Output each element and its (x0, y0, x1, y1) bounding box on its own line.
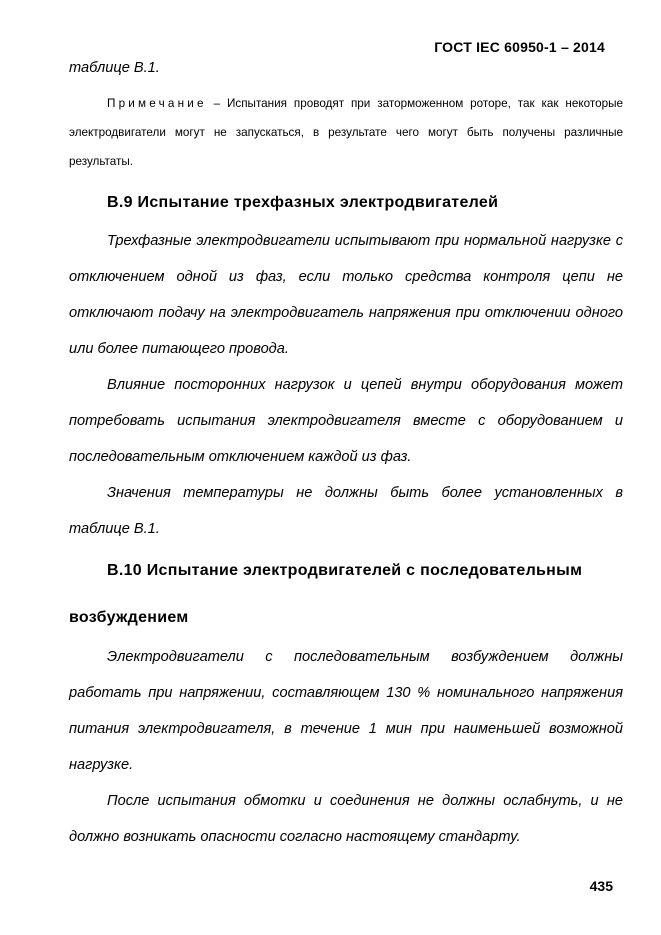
note-paragraph (69, 89, 623, 176)
section-b10-heading: В.10 Испытание электродвигателей с последовательным возбуждением (69, 562, 583, 626)
section-b9-paragraph-1: Трехфазные электродвигатели испытывают при нормальной нагрузке с отключением одной из фаз, если только средства контроля цепи не отключают подачу на электродвигатель напряжения при отключении одного или более питающего провода. (69, 233, 623, 357)
continuation-text: таблице В.1. (69, 60, 160, 76)
note-label: Примечание (107, 97, 207, 110)
section-b10-paragraph-1: Электродвигатели с последовательным возбуждением должны работать при напряжении, составляющем 130 % номинального напряжения питания электродвигателя, в течение 1 мин при наименьшей возможной нагрузке. (69, 649, 623, 773)
section-b9-paragraph-3: Значения температуры не должны быть более установленных в таблице В.1. (69, 485, 623, 537)
page-content (69, 55, 623, 855)
standard-header: ГОСТ IEC 60950-1 – 2014 (434, 39, 605, 55)
section-b9-heading: B.9 Испытание трехфазных электродвигателей (107, 194, 499, 211)
section-b9-paragraph-2: Влияние посторонних нагрузок и цепей внутри оборудования может потребовать испытания электродвигателя вместе с оборудованием и последовательным отключением каждой из фаз. (69, 377, 623, 465)
section-b10-paragraph-2: После испытания обмотки и соединения не должны ослабнуть, и не должно возникать опасности согласно настоящему стандарту. (69, 793, 623, 845)
note-text: – Испытания проводят при заторможенном роторе, так как некоторые электродвигатели могут не запускаться, в результате чего могут быть получены различные результаты. (69, 97, 623, 168)
page-number: 435 (589, 878, 613, 894)
